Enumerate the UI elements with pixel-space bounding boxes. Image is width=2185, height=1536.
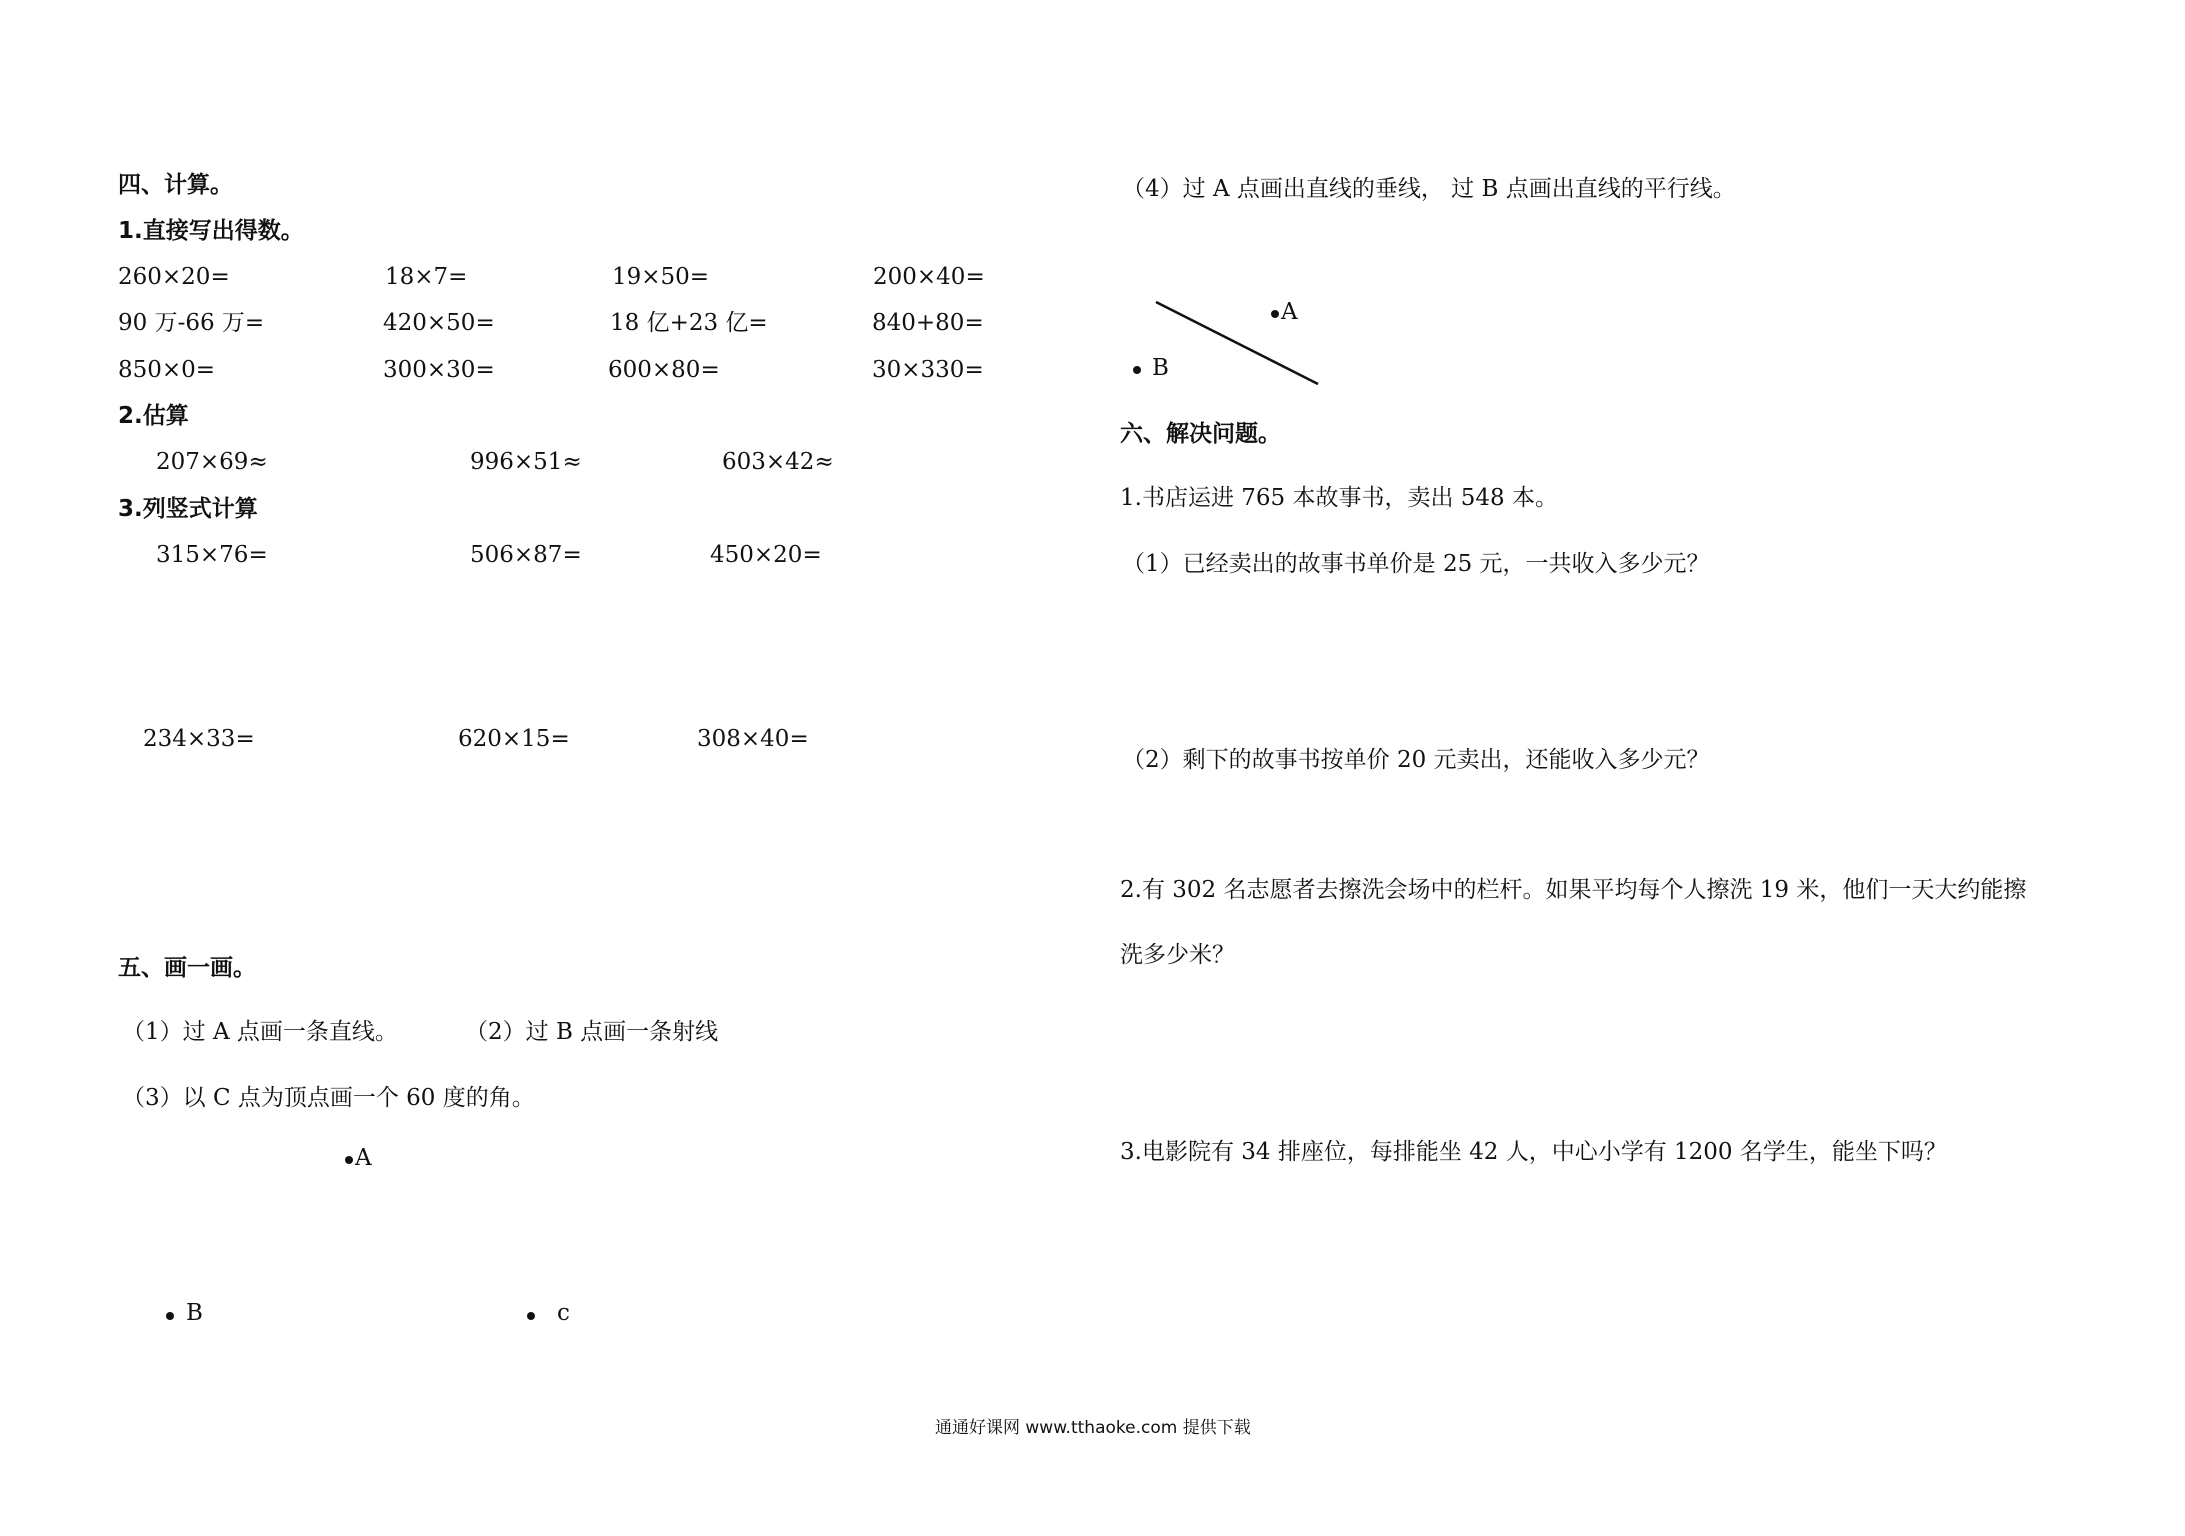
calc-item: 19×50=: [612, 264, 710, 290]
section-4-title: 四、计算。: [118, 172, 233, 198]
problem-1: 1.书店运进 765 本故事书，卖出 548 本。: [1120, 485, 1558, 511]
vertical-calc-item: 234×33=: [143, 726, 255, 752]
point-c-dot: [527, 1312, 535, 1320]
problem-3: 3.电影院有 34 排座位，每排能坐 42 人，中心小学有 1200 名学生，能坐下吗？: [1120, 1139, 1947, 1165]
vertical-calc-item: 308×40=: [697, 726, 809, 752]
problem-2-line-2: 洗多少米？: [1120, 942, 1235, 968]
question-1-title: 1.直接写出得数。: [118, 218, 304, 244]
calc-item: 840+80=: [872, 310, 984, 336]
calc-item: 90 万-66 万=: [118, 310, 265, 336]
estimate-item: 207×69≈: [156, 449, 268, 475]
vertical-calc-item: 506×87=: [470, 542, 582, 568]
estimate-item: 603×42≈: [722, 449, 834, 475]
estimate-item: 996×51≈: [470, 449, 582, 475]
calc-item: 300×30=: [383, 357, 495, 383]
calc-item: 30×330=: [872, 357, 984, 383]
figure-point-a-dot: [1271, 310, 1279, 318]
point-a-label: A: [355, 1145, 372, 1171]
footer-text: 通通好课网 www.tthaoke.com 提供下载: [935, 1418, 1251, 1438]
section-5-title: 五、画一画。: [118, 955, 256, 981]
draw-item-3: （3）以 C 点为顶点画一个 60 度的角。: [122, 1085, 535, 1111]
problem-1-part-2: （2）剩下的故事书按单价 20 元卖出，还能收入多少元？: [1122, 747, 1710, 773]
figure-point-b-dot: [1133, 366, 1141, 374]
point-b-label: B: [186, 1300, 203, 1326]
draw-item-2: （2）过 B 点画一条射线: [465, 1019, 719, 1045]
vertical-calc-item: 315×76=: [156, 542, 268, 568]
calc-item: 850×0=: [118, 357, 216, 383]
calc-item: 200×40=: [873, 264, 985, 290]
problem-1-part-1: （1）已经卖出的故事书单价是 25 元，一共收入多少元？: [1122, 551, 1710, 577]
section-6-title: 六、解决问题。: [1120, 421, 1281, 447]
draw-item-4: （4）过 A 点画出直线的垂线， 过 B 点画出直线的平行线。: [1122, 176, 1736, 202]
point-b-dot: [166, 1312, 174, 1320]
vertical-calc-item: 620×15=: [458, 726, 570, 752]
question-2-title: 2.估算: [118, 403, 189, 429]
figure-point-b-label: B: [1152, 355, 1169, 381]
calc-item: 600×80=: [608, 357, 720, 383]
point-a-dot: [345, 1156, 353, 1164]
calc-item: 18 亿+23 亿=: [610, 310, 768, 336]
calc-item: 18×7=: [385, 264, 468, 290]
figure-point-a-label: A: [1281, 299, 1298, 325]
problem-2-line-1: 2.有 302 名志愿者去擦洗会场中的栏杆。如果平均每个人擦洗 19 米，他们一天大约能擦: [1120, 877, 2027, 903]
calc-item: 260×20=: [118, 264, 230, 290]
draw-item-1: （1）过 A 点画一条直线。: [122, 1019, 398, 1045]
question-3-title: 3.列竖式计算: [118, 496, 258, 522]
calc-item: 420×50=: [383, 310, 495, 336]
point-c-label: c: [557, 1300, 570, 1326]
line-figure: [1150, 290, 1330, 390]
vertical-calc-item: 450×20=: [710, 542, 822, 568]
